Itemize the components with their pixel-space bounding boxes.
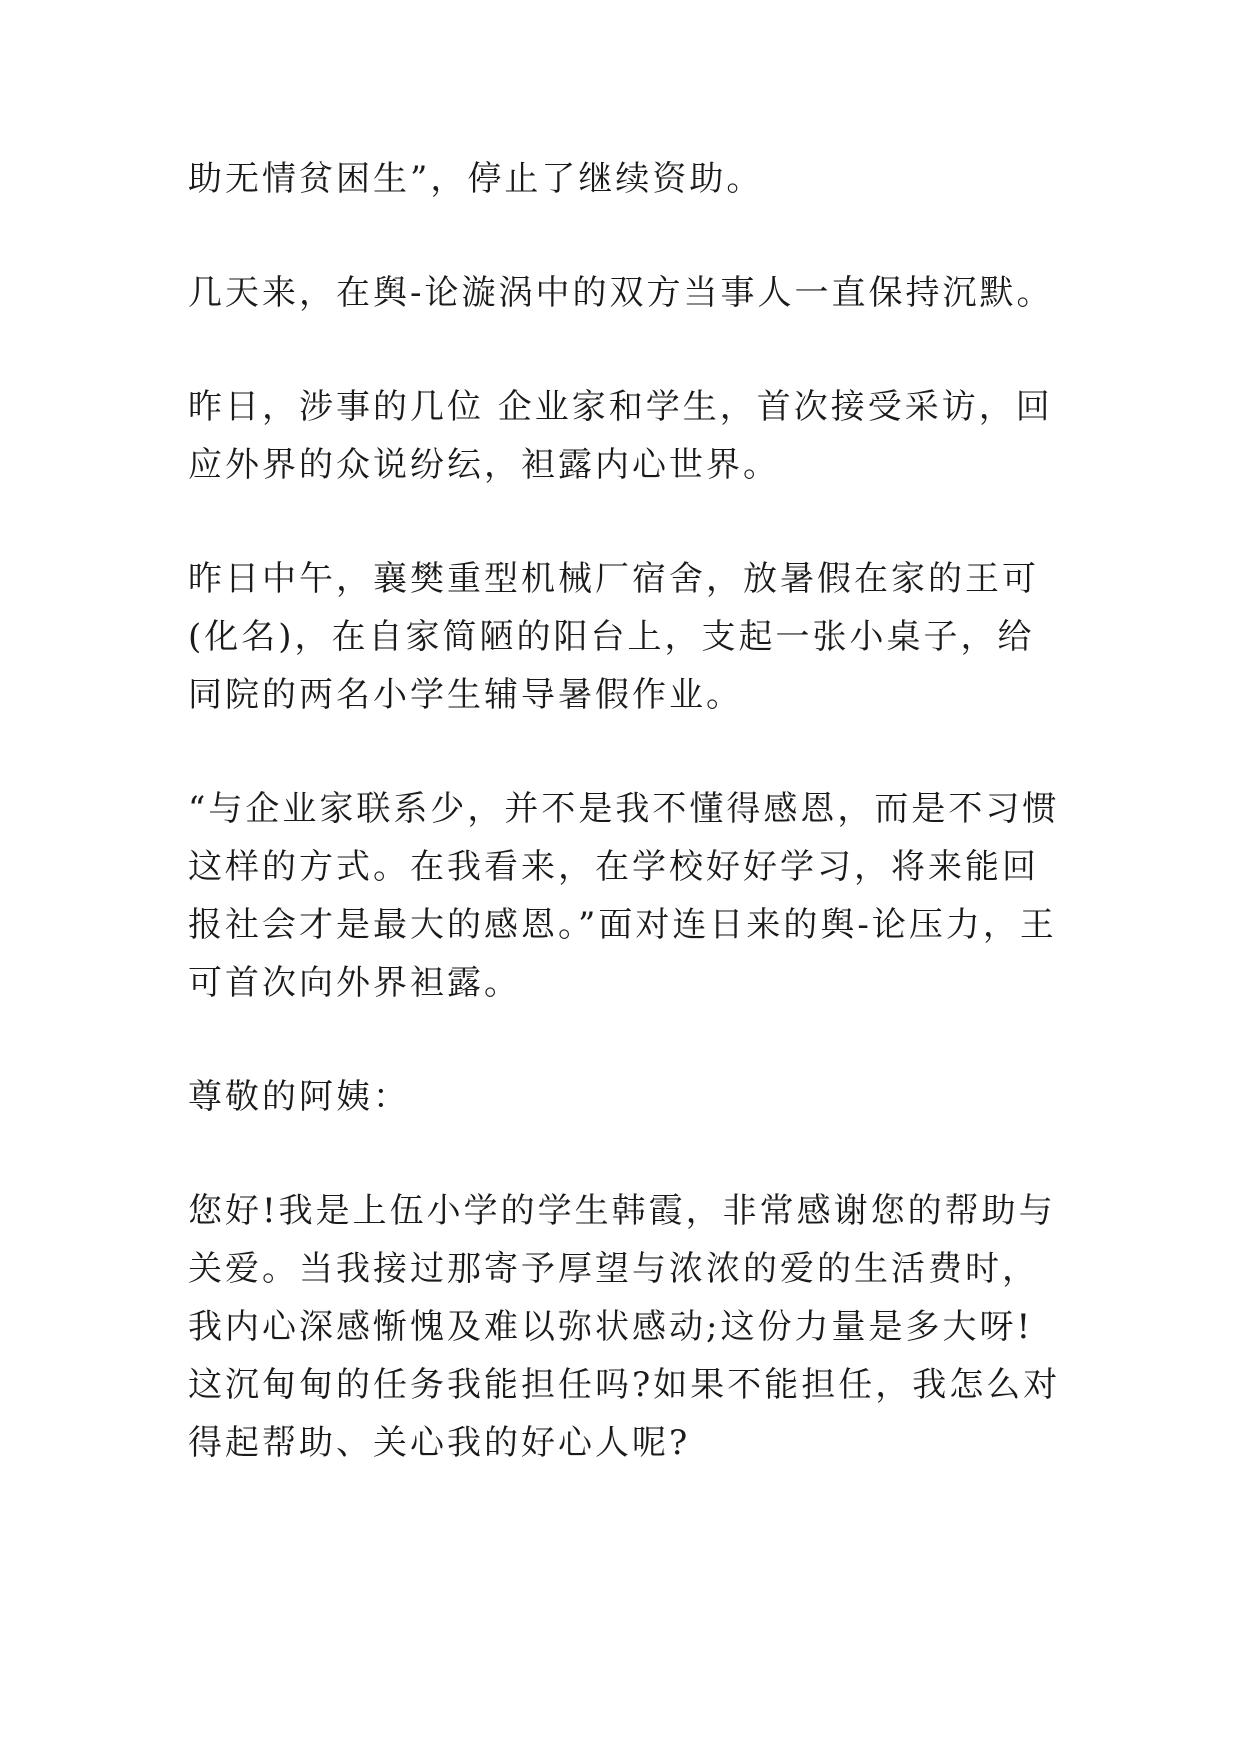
document-body xyxy=(188,150,1068,1528)
paragraph: 昨日中午，襄樊重型机械厂宿舍，放暑假在家的王可(化名)，在自家简陋的阳台上，支起一张小桌子，给同院的两名小学生辅导暑假作业。 xyxy=(188,559,1039,715)
paragraph: 昨日，涉事的几位 企业家和学生，首次接受采访，回应外界的众说纷纭，袒露内心世界。 xyxy=(188,387,1053,485)
paragraph: 助无情贫困生”，停止了继续资助。 xyxy=(188,159,764,199)
paragraph: 您好!我是上伍小学的学生韩霞，非常感谢您的帮助与关爱。当我接过那寄予厚望与浓浓的爱的生活费时，我内心深感惭愧及难以弥状感动;这份力量是多大呀!这沉甸甸的任务我能担任吗?如果不能担任，我怎么对得起帮助、关心我的好心人呢? xyxy=(188,1191,1061,1463)
salutation: 尊敬的阿姨： xyxy=(188,1077,410,1117)
paragraph: “与企业家联系少，并不是我不懂得感恩，而是不习惯这样的方式。在我看来，在学校好好学习，将来能回报社会才是最大的感恩。”面对连日来的舆-论压力，王可首次向外界袒露。 xyxy=(188,789,1060,1003)
paragraph: 几天来，在舆-论漩涡中的双方当事人一直保持沉默。 xyxy=(188,273,1054,313)
